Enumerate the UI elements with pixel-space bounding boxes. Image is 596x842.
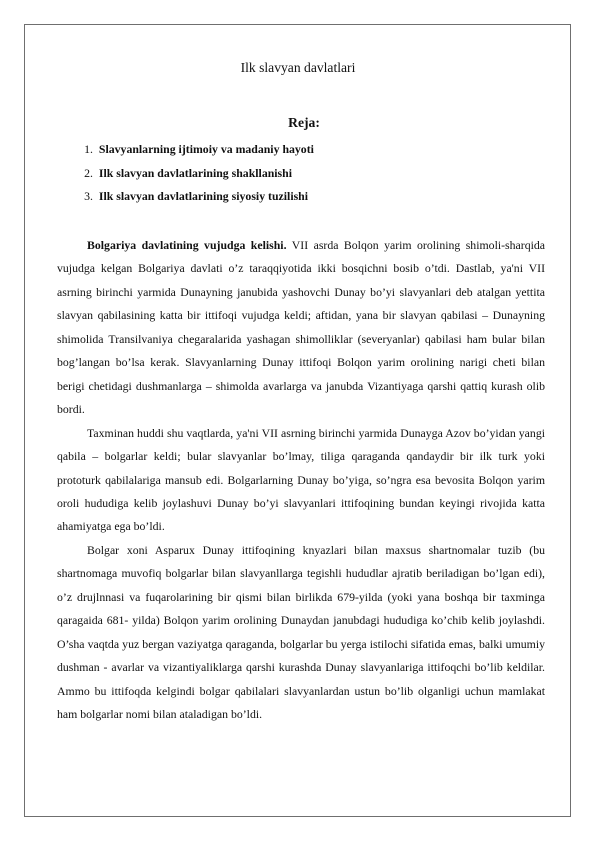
plan-list xyxy=(57,138,314,209)
plan-item-number: 1. xyxy=(84,142,93,156)
paragraph xyxy=(57,234,545,422)
plan-item xyxy=(57,162,314,186)
plan-item-text: Slavyanlarning ijtimoiy va madaniy hayoti xyxy=(98,142,314,156)
paragraph-text: VII asrda Bolqon yarim orolining shimoli-sharqida vujudga kelgan Bolgariya davlati o’z taraqqiyotida ikki bosqichni bosib o’tdi. Dastlab, ya'ni VII asrning birinchi yarmida Dunayning janubida yashovchi Dunay bo’yi slavyanlari deb atalgan yettita slavyan qabilasining katta bir ittifoqi vujudga keldi; aftidan, yana bir slavyan qabilasi – Dunayning shimolida Transilvaniya chegaralarida yashagan shimolliklar (severyanlar) qabilasi ham bular bilan bog’langan bo’lsa kerak. Slavyanlarning Dunay ittifoqi Bolqon yarim orolining narigi cheti bilan berigi chetidagi dushmanlarga – shimolda avarlarga va janubda Vizantiyaga qarshi qattiq kurash olib bordi. xyxy=(57,238,546,417)
paragraph xyxy=(57,539,545,727)
paragraph-lead: Bolgariya davlatining vujudga kelishi. xyxy=(87,238,287,252)
paragraph xyxy=(57,422,545,539)
plan-item-number: 2. xyxy=(84,165,93,180)
plan-item xyxy=(57,138,314,162)
plan-item-text: Ilk slavyan davlatlarining siyosiy tuzilishi xyxy=(98,189,309,203)
plan-item-number: 3. xyxy=(84,189,93,203)
document-title: Ilk slavyan davlatlari xyxy=(240,60,356,75)
plan-heading: Reja: xyxy=(288,115,320,130)
plan-item xyxy=(57,185,314,209)
plan-item-text: Ilk slavyan davlatlarining shakllanishi xyxy=(98,165,292,180)
paragraph-text: Bolgar xoni Asparux Dunay ittifoqining knyazlari bilan maxsus shartnomalar tuzib (bu shartnomaga muvofiq bolgarlar bilan slavyanllarga tegishli hududlar ajratib beriladigan bo’lgan edi), o’z drujlnnasi va fuqarolarining bir qismi bilan birlikda 679-yilda (yoki yana boshqa bir taxminga qaragaida 681- yilda) Bolqon yarim orolining Dunaydan janubdagi hududiga ko’chib kelib joylashdi. O’sha vaqtda yuz bergan vaziyatga qaraganda, bolgarlar bu yerga istilochi sifatida emas, balki umumiy dushman - avarlar va vizantiyaliklarga qarshi kurashda Dunay slavyanlariga ittifoqchi bo’lib keldilar. Ammo bu ittifoqda kelgindi bolgar qabilalari slavyanlardan ustun bo’lib olganligi uchun mamlakat ham bolgarlar nomi bilan ataladigan bo’ldi. xyxy=(57,542,545,722)
paragraph-text: Taxminan huddi shu vaqtlarda, ya'ni VII asrning birinchi yarmida Dunayga Azov bo’yidan yangi qabila – bolgarlar keldi; bular slavyanlar bo’lmay, tiliga qaraganda qandaydir bir ilk turk yoki prototurk qabilalariga mansub edi. Bolgarlarning Dunay bo’yiga, so’ngra esa bevosita Bolqon yarim oroli hududiga kelib joylashuvi Dunay bo’yi slavyanlari ittifoqining bundan keyingi rivojida katta ahamiyatga ega bo’ldi. xyxy=(57,425,545,534)
body-text xyxy=(57,234,545,727)
